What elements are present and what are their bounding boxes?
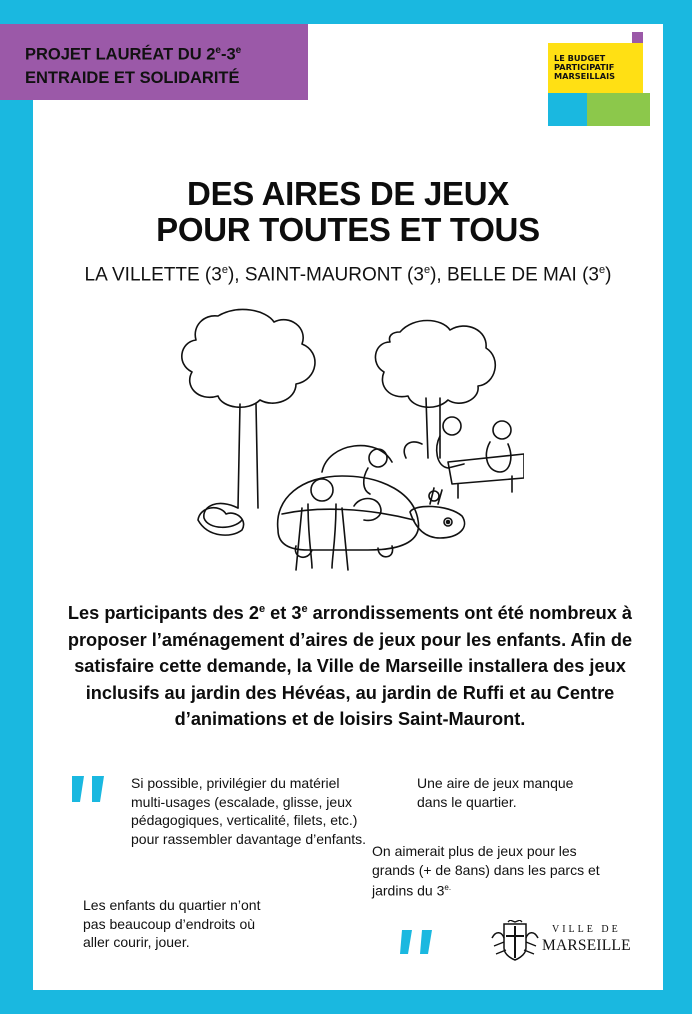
logo-line-1: LE BUDGET (554, 53, 606, 63)
ville-de-text: VILLE DE (552, 924, 621, 935)
quote-4: Les enfants du quartier n’ont pas beaucoup d’endroits où aller courir, jouer. (83, 897, 261, 950)
close-quote-icon (398, 928, 438, 956)
page-title (33, 176, 663, 248)
logo-line-2: PARTICIPATIF (554, 62, 615, 72)
quote-3: On aimerait plus de jeux pour les grands (+ de 8ans) dans les parcs et jardins du $3^{e.}$ (372, 843, 600, 899)
marseille-text: MARSEILLE (542, 937, 631, 954)
project-description: Les participants des 2e et 3e arrondissements ont été nombreux à proposer l’aménagement d’aires de jeux pour les enfants. Afin de satisfaire cette demande, la Ville de Marseille installera des jeux inclusifs au jardin des Hévéas, au jardin de Ruffi et au Centre d’animations et de loisirs Saint-Mauront. (67, 603, 633, 730)
budget-participatif-logo (548, 32, 650, 126)
title-line-1: DES AIRES DE JEUX (187, 175, 509, 212)
open-quote-icon (70, 772, 110, 804)
title-line-2: POUR TOUTES ET TOUS (156, 211, 540, 248)
ville-de-marseille-logo (490, 918, 640, 964)
logo-line-3: MARSEILLAIS (554, 71, 616, 81)
quote-2: Une aire de jeux manque dans le quartier. (417, 775, 574, 810)
playground-illustration (178, 308, 524, 580)
badge-line-1: PROJET LAURÉAT DU 2e-3e (25, 45, 242, 64)
quote-1: Si possible, privilégier du matériel multi-usages (escalade, glisse, jeux pédagogiques, verticalité, filets, etc.) pour rassembler davantage d’enfants. (131, 775, 367, 847)
locations-subtitle: LA VILLETTE (3e), SAINT-MAURONT (3e), BELLE DE MAI (3e) (84, 264, 612, 286)
project-badge (0, 24, 308, 100)
badge-line-2: ENTRAIDE ET SOLIDARITÉ (25, 68, 240, 87)
marseille-crest-icon (490, 920, 540, 962)
